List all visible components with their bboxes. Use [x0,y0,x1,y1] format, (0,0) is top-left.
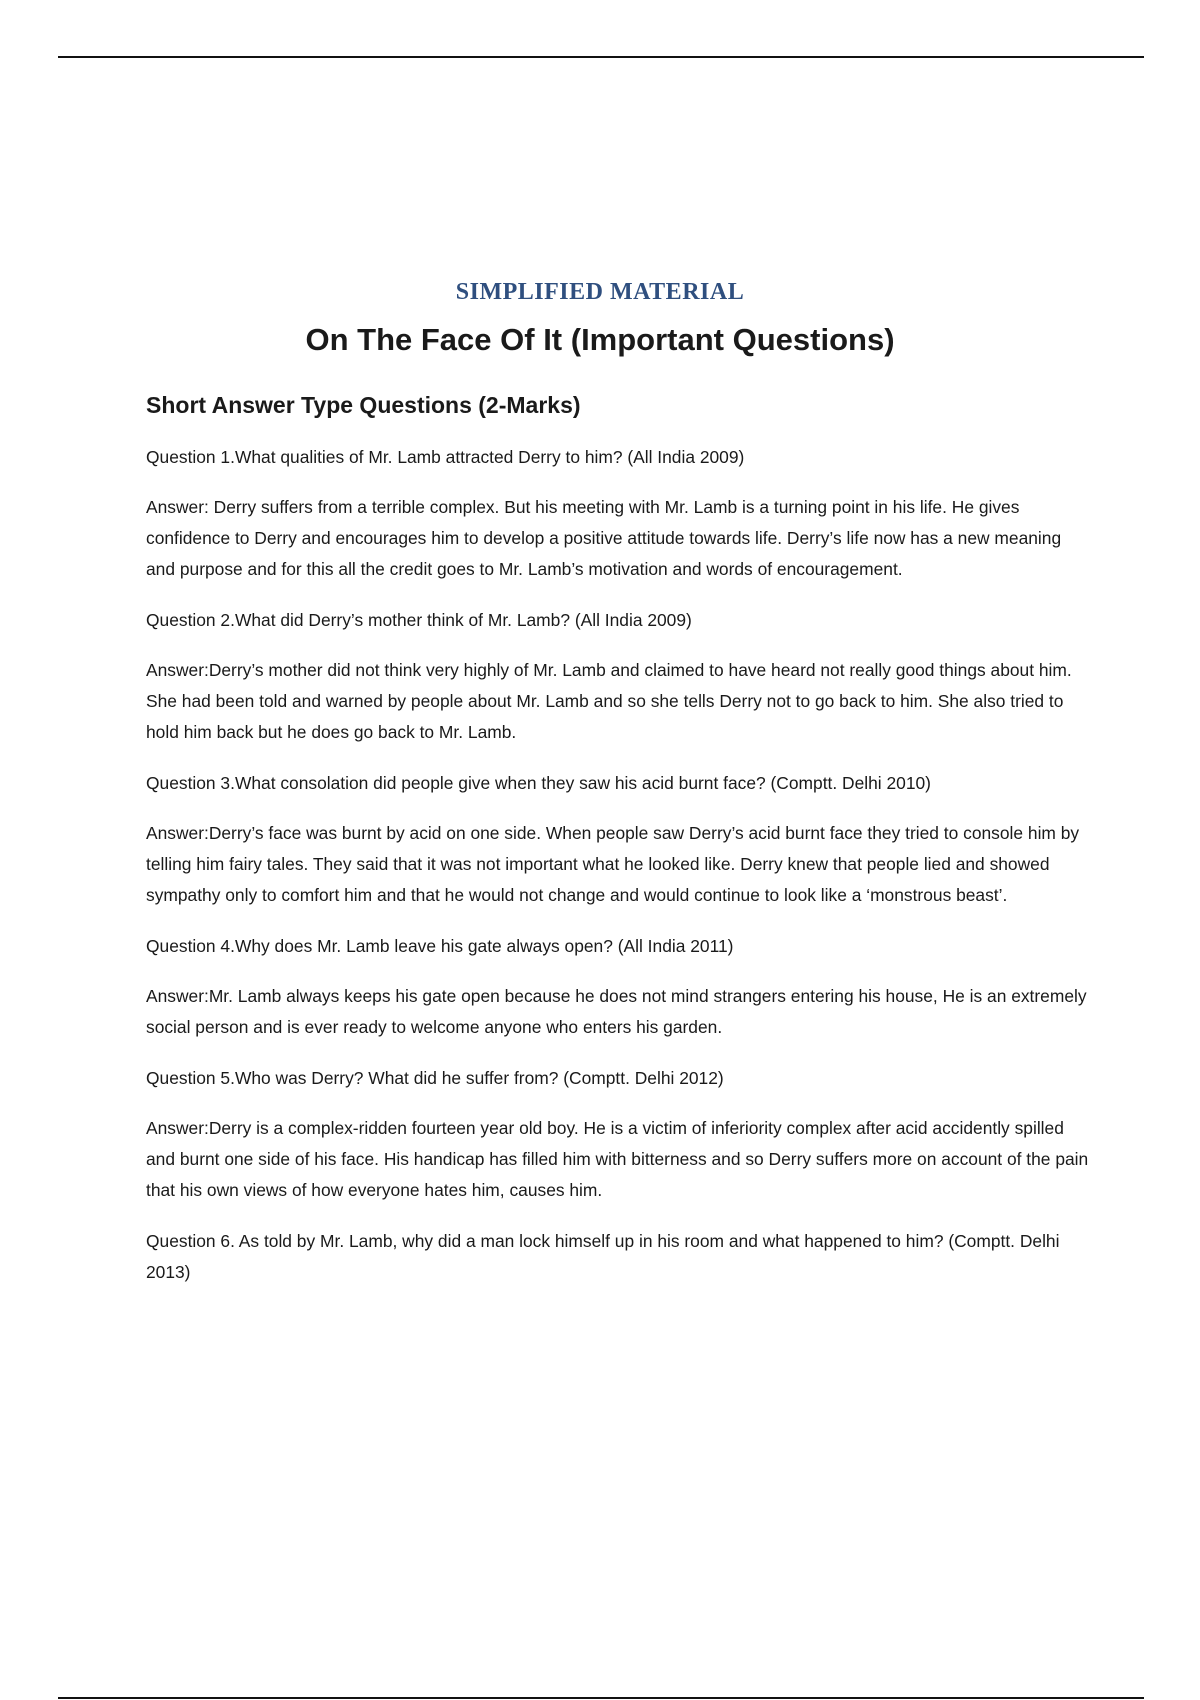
question-2: Question 2.What did Derry’s mother think of Mr. Lamb? (All India 2009) [146,610,692,630]
question-1: Question 1.What qualities of Mr. Lamb attracted Derry to him? (All India 2009) [146,447,745,467]
question-4: Question 4.Why does Mr. Lamb leave his gate always open? (All India 2011) [146,936,734,956]
top-rule [58,56,1144,58]
document-title: On The Face Of It (Important Questions) [305,322,895,357]
question-3: Question 3.What consolation did people give when they saw his acid burnt face? (Comptt. Delhi 2010) [146,773,931,793]
document-kicker: SIMPLIFIED MATERIAL [455,279,745,305]
answer-5: Answer:Derry is a complex-ridden fourteen year old boy. He is a victim of inferiority complex after acid accidently spilled and burnt one side of his face. His handicap has filled him with bitterness and so Derry suffers more on account of the pain that his own views of how everyone hates him, causes him. [146,1118,1089,1200]
answer-3: Answer:Derry’s face was burnt by acid on one side. When people saw Derry’s acid burnt face they tried to console him by telling him fairy tales. They said that it was not important what he looked like. Derry knew that people lied and showed sympathy only to comfort him and that he would not change and would continue to look like a ‘monstrous beast’. [146,823,1080,905]
question-6: Question 6. As told by Mr. Lamb, why did a man lock himself up in his room and what happened to him? (Comptt. Delhi 2013) [146,1231,1060,1282]
question-5: Question 5.Who was Derry? What did he suffer from? (Comptt. Delhi 2012) [146,1068,724,1088]
section-heading: Short Answer Type Questions (2-Marks) [146,392,581,418]
qa-list [146,442,1092,1288]
answer-4: Answer:Mr. Lamb always keeps his gate open because he does not mind strangers entering his house, He is an extremely social person and is ever ready to welcome anyone who enters his garden. [146,986,1087,1037]
document-header [0,276,1200,360]
answer-2: Answer:Derry’s mother did not think very highly of Mr. Lamb and claimed to have heard not really good things about him. She had been told and warned by people about Mr. Lamb and so she tells Derry not to go back to him. She also tried to hold him back but he does go back to Mr. Lamb. [146,660,1072,742]
bottom-rule [58,1697,1144,1699]
document-body [146,388,1092,1307]
answer-1: Answer: Derry suffers from a terrible complex. But his meeting with Mr. Lamb is a turning point in his life. He gives confidence to Derry and encourages him to develop a positive attitude towards life. Derry’s life now has a new meaning and purpose and for this all the credit goes to Mr. Lamb’s motivation and words of encouragement. [146,497,1062,579]
